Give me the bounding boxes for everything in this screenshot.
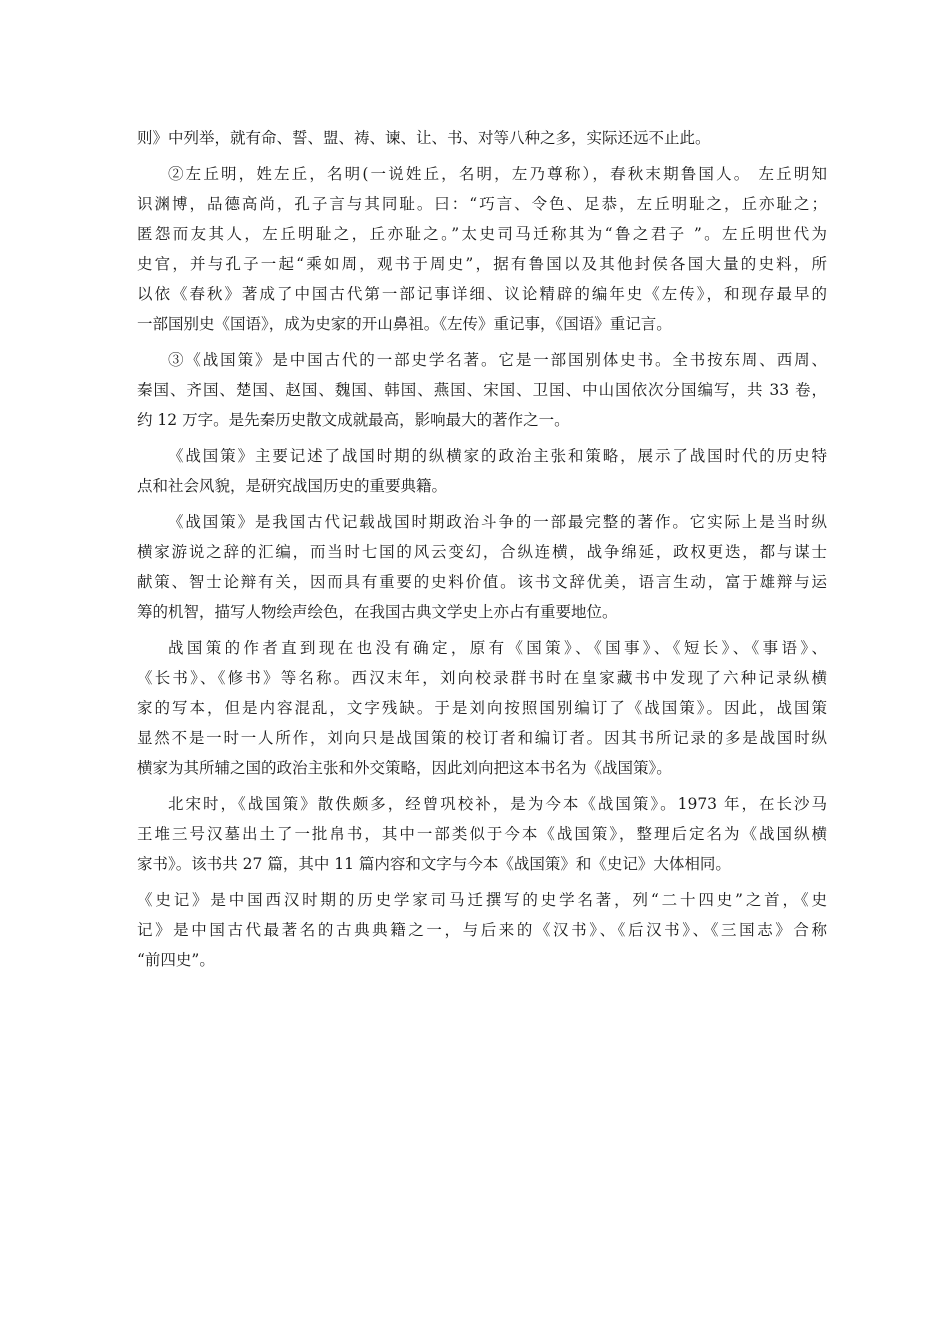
paragraph	[137, 345, 827, 435]
paragraph-line: 《长书》、《修书》等名称。西汉末年，刘向校录群书时在皇家藏书中发现了六种记录纵横	[137, 669, 827, 687]
paragraph-line: “前四史”。	[137, 951, 215, 969]
paragraph-line: 北宋时，《战国策》散佚颇多，经曾巩校补，是为今本《战国策》。1973 年，在长沙马	[168, 795, 827, 813]
paragraph	[137, 441, 827, 501]
paragraph-line: 《战国策》主要记述了战国时期的纵横家的政治主张和策略，展示了战国时代的历史特	[168, 447, 827, 465]
document-body	[137, 123, 827, 981]
paragraph-line: 《战国策》是我国古代记载战国时期政治斗争的一部最完整的著作。它实际上是当时纵	[168, 513, 827, 531]
paragraph-line: 筹的机智，描写人物绘声绘色，在我国古典文学史上亦占有重要地位。	[137, 603, 618, 621]
paragraph-line: 横家游说之辞的汇编，而当时七国的风云变幻，合纵连横，战争绵延，政权更迭，都与谋士	[137, 543, 827, 561]
paragraph-line: 献策、智士论辩有关，因而具有重要的史料价值。该书文辞优美，语言生动，富于雄辩与运	[137, 573, 827, 591]
paragraph-line: 则》中列举，就有命、誓、盟、祷、谏、让、书、对等八种之多，实际还远不止此。	[137, 129, 711, 147]
paragraph-line: 一部国别史《国语》，成为史家的开山鼻祖。《左传》重记事，《国语》重记言。	[137, 315, 672, 333]
paragraph	[137, 507, 827, 627]
paragraph-line: 识渊博，品德高尚，孔子言与其同耻。曰：“巧言、令色、足恭，左丘明耻之，丘亦耻之；	[137, 195, 827, 213]
paragraph-line: ②左丘明，姓左丘，名明(一说姓丘，名明，左乃尊称），春秋末期鲁国人。 左丘明知	[168, 165, 827, 183]
paragraph-line: 记》是中国古代最著名的古典典籍之一，与后来的《汉书》、《后汉书》、《三国志》合称	[137, 921, 827, 939]
paragraph-line: 匿怨而友其人，左丘明耻之，丘亦耻之。”太史司马迁称其为“鲁之君子 ”。左丘明世代为	[137, 225, 827, 243]
paragraph-line: 显然不是一时一人所作，刘向只是战国策的校订者和编订者。因其书所记录的多是战国时纵	[137, 729, 827, 747]
paragraph	[137, 789, 827, 879]
paragraph	[137, 885, 827, 975]
paragraph-line: 横家为其所辅之国的政治主张和外交策略，因此刘向把这本书名为《战国策》。	[137, 759, 672, 777]
paragraph-line: 王堆三号汉墓出土了一批帛书，其中一部类似于今本《战国策》，整理后定名为《战国纵横	[137, 825, 827, 843]
paragraph	[137, 123, 827, 153]
paragraph-line: 家的写本，但是内容混乱，文字残缺。于是刘向按照国别编订了《战国策》。因此，战国策	[137, 699, 827, 717]
paragraph	[137, 159, 827, 339]
paragraph-line: 家书》。该书共 27 篇，其中 11 篇内容和文字与今本《战国策》和《史记》大体相同。	[137, 855, 731, 873]
paragraph-line: 秦国、齐国、楚国、赵国、魏国、韩国、燕国、宋国、卫国、中山国依次分国编写，共 33 卷，	[137, 381, 827, 399]
paragraph-line: 以依《春秋》著成了中国古代第一部记事详细、议论精辟的编年史《左传》，和现存最早的	[137, 285, 827, 303]
paragraph-line: 《史记》是中国西汉时期的历史学家司马迁撰写的史学名著，列“二十四史”之首，《史	[137, 891, 827, 909]
paragraph	[137, 633, 827, 783]
paragraph-line: 战国策的作者直到现在也没有确定，原有《国策》、《国事》、《短长》、《事语》、	[168, 639, 827, 657]
paragraph-line: 史官，并与孔子一起“乘如周，观书于周史”，据有鲁国以及其他封侯各国大量的史料，所	[137, 255, 827, 273]
paragraph-line: 约 12 万字。是先秦历史散文成就最高，影响最大的著作之一。	[137, 411, 570, 429]
paragraph-line: 点和社会风貌，是研究战国历史的重要典籍。	[137, 477, 448, 495]
paragraph-line: ③《战国策》是中国古代的一部史学名著。它是一部国别体史书。全书按东周、西周、	[168, 351, 827, 369]
